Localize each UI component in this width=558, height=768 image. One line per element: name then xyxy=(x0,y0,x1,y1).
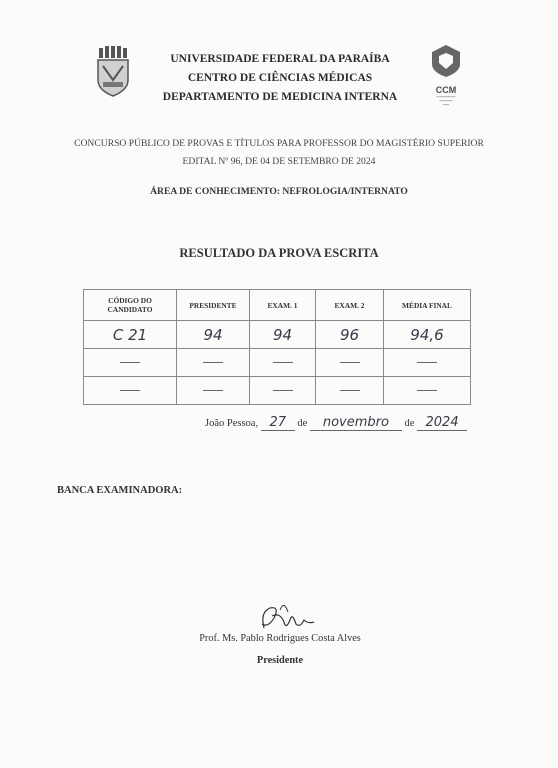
empty-cell-dash xyxy=(316,349,384,377)
banca-examinadora-label: BANCA EXAMINADORA: xyxy=(57,485,183,496)
date-year: 2024 xyxy=(417,416,467,431)
table-row-empty xyxy=(84,349,471,377)
concurso-title: CONCURSO PÚBLICO DE PROVAS E TÍTULOS PARA PROFESSOR DO MAGISTÉRIO SUPERIOR xyxy=(74,138,484,149)
empty-cell-dash xyxy=(84,349,177,377)
area-conhecimento: ÁREA DE CONHECIMENTO: NEFROLOGIA/INTERNATO xyxy=(150,186,408,197)
table-row-empty xyxy=(84,377,471,405)
empty-cell-dash xyxy=(384,349,471,377)
empty-cell-dash xyxy=(384,377,471,405)
empty-cell-dash xyxy=(316,377,384,405)
empty-cell-dash xyxy=(250,349,316,377)
date-line xyxy=(205,416,505,431)
empty-cell-dash xyxy=(177,377,250,405)
cell-exam2: 96 xyxy=(316,321,384,349)
ccm-shield-icon xyxy=(430,44,462,78)
signatory-name: Prof. Ms. Pablo Rodrigues Costa Alves xyxy=(199,633,361,644)
cell-presidente: 94 xyxy=(177,321,250,349)
table-header-row xyxy=(84,290,471,321)
institution-header xyxy=(150,50,410,107)
results-table xyxy=(83,289,471,405)
header-university: UNIVERSIDADE FEDERAL DA PARAÍBA xyxy=(170,53,390,65)
ccm-logo-text: CCM xyxy=(435,85,457,95)
empty-cell-dash xyxy=(250,377,316,405)
header-center: CENTRO DE CIÊNCIAS MÉDICAS xyxy=(187,72,373,84)
concurso-info xyxy=(30,135,528,171)
signatory-role: Presidente xyxy=(256,655,304,666)
header-exam2: EXAM. 2 xyxy=(316,290,384,321)
handwritten-signature xyxy=(250,598,330,638)
date-prefix: João Pessoa, xyxy=(205,418,259,429)
cell-media-final: 94,6 xyxy=(384,321,471,349)
header-presidente: PRESIDENTE xyxy=(177,290,250,321)
edital-line: EDITAL Nº 96, DE 04 DE SETEMBRO DE 2024 xyxy=(182,156,376,167)
header-media-final: MÉDIA FINAL xyxy=(384,290,471,321)
header-department: DEPARTAMENTO DE MEDICINA INTERNA xyxy=(162,91,398,103)
result-title: RESULTADO DA PROVA ESCRITA xyxy=(179,246,379,260)
header-codigo: CÓDIGO DO CANDIDATO xyxy=(84,290,177,321)
date-month: novembro xyxy=(310,416,402,431)
date-de-1: de xyxy=(297,418,308,429)
ccm-logo xyxy=(420,44,472,106)
empty-cell-dash xyxy=(84,377,177,405)
cell-codigo: C 21 xyxy=(84,321,177,349)
table-row xyxy=(84,321,471,349)
date-day: 27 xyxy=(261,416,295,431)
date-de-2: de xyxy=(404,418,415,429)
cell-exam1: 94 xyxy=(250,321,316,349)
ccm-logo-subtext-lines: ━━━━━━━━━ ━━━━━━ ━━━ xyxy=(436,95,456,107)
empty-cell-dash xyxy=(177,349,250,377)
ufpb-crest-logo xyxy=(95,46,131,98)
header-exam1: EXAM. 1 xyxy=(250,290,316,321)
